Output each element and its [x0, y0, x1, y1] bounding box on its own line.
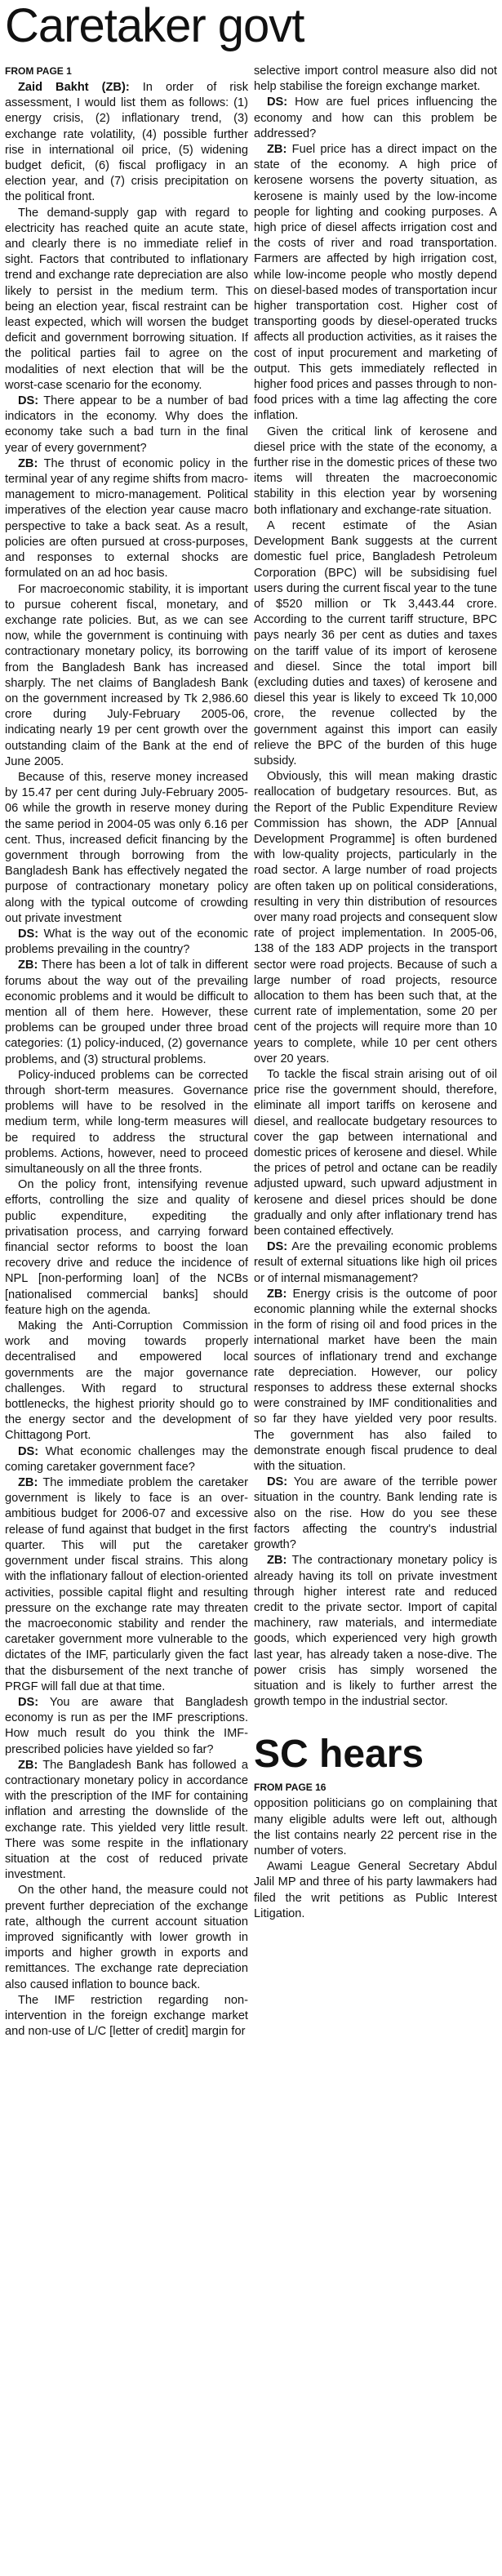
paragraph-text: You are aware of the terrible power situation in the country. Bank lending rate is also on the rise. How do you see these factors affecting the country's industrial growth?	[254, 1475, 497, 1552]
speaker-label: DS:	[18, 394, 39, 408]
speaker-label: DS:	[267, 1475, 288, 1489]
paragraph-text: There has been a lot of talk in different forums about the way out of the prevailing economic problems and it would be difficult to mention all of them here. However, these problems can be grouped under three broad categories: (1) policy-induced, (2) governance problems, and (3) structural problems.	[5, 959, 248, 1066]
article-paragraph	[5, 1758, 248, 1884]
paragraph-text: A recent estimate of the Asian Development Bank suggests at the current domestic fuel price, Bangladesh Petroleum Corporation (BPC) will be subsidising fuel users during the current fiscal year to the tune of $520 million or Tk 3,443.44 crore. According to the current tariff structure, BPC pays nearly 36 per cent as duties and taxes on the tariff value of its import of kerosene and diesel. Since the total import bill (excluding duties and taxes) of kerosene and diesel this year is likely to exceed Tk 10,000 crore, the revenue collected by the government against this import can easily relieve the BPC of the burden of this huge subsidy.	[254, 518, 497, 767]
paragraph-text: The contractionary monetary policy is already having its toll on private investment through higher interest rate and reduced credit to the private sector. Import of capital machinery, raw materials, and intermediate goods, which experienced very high growth last year, has already taken a nose-dive. The power crisis has simply worsened the situation and is likely to further arrest the growth tempo in the industrial sector.	[254, 1554, 497, 1709]
paragraph-text: The immediate problem the caretaker government is likely to face is an over-ambitious budget for 2006-07 and excessive release of fund against that budget in the first quarter. This will put the caretaker government under fiscal strains. This along with the inflationary fallout of election-oriented activities, possible capital flight and resulting pressure on the exchange rate may threaten the macroeconomic stability and render the caretaker government more vulnerable to the dictates of the IMF, particularly given the fact that the disbursement of the next tranche of PRGF will fall due at that time.	[5, 1476, 248, 1693]
article-paragraph	[5, 206, 248, 394]
speaker-label: ZB:	[18, 1476, 38, 1490]
article-paragraph	[254, 1553, 497, 1710]
speaker-label: DS:	[18, 1695, 39, 1709]
speaker-label: Zaid Bakht (ZB):	[18, 81, 130, 94]
paragraph-text: Are the prevailing economic problems result of external situations like high oil prices or of internal mismanagement?	[254, 1240, 497, 1285]
article-columns	[5, 64, 497, 2040]
article-paragraph	[5, 456, 248, 582]
speaker-label: DS:	[18, 1444, 39, 1458]
speaker-label: ZB:	[18, 1758, 38, 1772]
speaker-label: ZB:	[267, 1554, 287, 1568]
article-paragraph	[5, 770, 248, 927]
paragraph-text: In order of risk assessment, I would list them as follows: (1) energy crisis, (2) inflationary trend, (3) exchange rate volatility, (4) possible further rise in international oil price, (5) widening budget deficit, (6) fiscal profligacy in an election year, and (7) crisis precipitation on the political front.	[5, 81, 248, 204]
article-paragraph	[254, 95, 497, 142]
paragraph-text: You are aware that Bangladesh economy is run as per the IMF prescriptions. How much result do you think the IMF-prescribed policies have yielded so far?	[5, 1695, 248, 1756]
paragraph-text: On the policy front, intensifying revenue efforts, controlling the size and quality of public expenditure, expediting the privatisation process, and carrying forward financial sector reforms to boost the loan recovery drive and reduce the incidence of NPL [non-performing loan] of the NCBs [nationalised commercial banks] should feature high on the agenda.	[5, 1178, 248, 1317]
article-paragraph	[5, 1177, 248, 1319]
paragraph-text: Energy crisis is the outcome of poor economic planning while the external shocks in the form of rising oil and food prices in the international market have been the main sources of inflationary trend and exchange rate depreciation. However, our policy responses to address these external shocks were constrained by IMF conditionalities and so far they have yielded very poor results. The government has also failed to demonstrate enough fiscal prudence to deal with the situation.	[254, 1287, 497, 1474]
paragraph-text: What is the way out of the economic problems prevailing in the country?	[5, 927, 248, 957]
paragraph-text: There appear to be a number of bad indicators in the economy. Why does the economy take such a bad turn in the final year of every government?	[5, 394, 248, 455]
article-paragraph	[254, 142, 497, 425]
article-paragraph	[254, 1287, 497, 1475]
paragraph-text: Given the critical link of kerosene and diesel price with the state of the economy, a further rise in the domestic prices of these two items will threaten the macroeconomic stability in this election year by worsening both inflationary and exchange-rate situation.	[254, 425, 497, 517]
paragraph-text: What economic challenges may the coming caretaker government face?	[5, 1444, 248, 1474]
article-paragraph	[5, 1883, 248, 1992]
article-paragraph	[254, 1239, 497, 1287]
paragraph-text: Making the Anti-Corruption Commission work and moving towards properly decentralised and empowered local governments are the major governance challenges. With regard to structural bottlenecks, the highest priority should go to the energy sector and the development of Chittagong Port.	[5, 1319, 248, 1443]
paragraph-text: To tackle the fiscal strain arising out of oil price rise the government should, therefore, eliminate all import tariffs on kerosene and diesel, and reallocate budgetary resources to cover the gap between international and domestic prices of kerosene and diesel. While the prices of petrol and octane can be readily adjusted upward, such upward adjustment in kerosene and diesel prices should be done gradually and only after inflationary trend has been contained effectively.	[254, 1068, 497, 1239]
article-paragraph	[254, 425, 497, 518]
paragraph-text: The Bangladesh Bank has followed a contractionary monetary policy in accordance with the prescription of the IMF for containing inflation and arresting the downslide of the exchange rate. This yielded very little result. There was some respite in the inflationary situation at the cost of reduced private investment.	[5, 1758, 248, 1882]
article-paragraph	[254, 1067, 497, 1239]
article-headline: Caretaker govt	[5, 0, 304, 52]
right-column-body	[254, 64, 497, 1710]
article-paragraph	[254, 518, 497, 769]
second-article-dateline: FROM PAGE 16	[254, 1782, 327, 1794]
paragraph-text: Fuel price has a direct impact on the state of the economy. A high price of kerosene worsens the poverty situation, as kerosene is mainly used by the low-income people for lighting and cooking purposes. A high price of diesel affects irrigation cost and the costs of river and road transportation. Farmers are affected by high irrigation cost, while low-income people who mostly depend on diesel-based modes of transportation incur higher transportation cost. Higher cost of transporting goods by diesel-operated trucks affects all production activities, as it raises the cost of input procurement and marketing of output. This gets immediately reflected in higher food prices and passes through to non-food prices with a time lag affecting the core inflation.	[254, 143, 497, 423]
article-paragraph	[5, 80, 248, 206]
paragraph-text: For macroeconomic stability, it is important to pursue coherent fiscal, monetary, and exchange rate policies. But, as we can see now, while the government is continuing with contractionary monetary policy, its borrowing from the Bangladesh Bank has increased sharply. The net claims of Bangladesh Bank on the government increased by Tk 2,986.60 crore during July-February 2005-06, indicating nearly 19 per cent growth over the outstanding claim of the Bank at the end of June 2005.	[5, 582, 248, 768]
article-paragraph	[5, 958, 248, 1067]
paragraph-text: opposition politicians go on complaining that many eligible adults were left out, although the list contains nearly 22 percent rise in the number of voters.	[254, 1797, 497, 1857]
article-paragraph	[5, 1444, 248, 1475]
speaker-label: DS:	[18, 927, 39, 941]
article-paragraph	[5, 1695, 248, 1758]
dateline: FROM PAGE 1	[5, 65, 72, 77]
paragraph-text: How are fuel prices influencing the economy and how can this problem be addressed?	[254, 96, 497, 140]
speaker-label: ZB:	[18, 456, 38, 470]
paragraph-text: The thrust of economic policy in the terminal year of any regime shifts from macro-management to micro-management. Political imperatives of the election year cause macro perspective to take a back seat. As a result, policies are often pursued at cross-purposes, and responses to external shocks are formulated on an ad hoc basis.	[5, 456, 248, 581]
paragraph-text: The demand-supply gap with regard to electricity has reached quite an acute state, and clearly there is no immediate relief in sight. Factors that contributed to inflationary trend and exchange rate depreciation are also likely to persist in the medium term. This being an election year, fiscal restraint can be least expected, which will worsen the budget deficit and government borrowing situation. If the political parties fail to agree on the modalities of next election that will be the worst-case scenario for the economy.	[5, 206, 248, 392]
article-paragraph	[254, 769, 497, 1067]
article-paragraph	[254, 1796, 497, 1859]
speaker-label: DS:	[267, 1240, 288, 1254]
article-paragraph	[5, 582, 248, 770]
article-paragraph	[254, 64, 497, 95]
speaker-label: ZB:	[267, 1287, 287, 1301]
speaker-label: DS:	[267, 96, 288, 109]
right-column	[254, 64, 497, 1922]
second-article-body	[254, 1796, 497, 1922]
article-paragraph	[5, 1475, 248, 1695]
article-paragraph	[5, 1068, 248, 1177]
paragraph-text: selective import control measure also did not help stabilise the foreign exchange market.	[254, 65, 497, 94]
paragraph-text: Because of this, reserve money increased by 15.47 per cent during July-February 2005-06 while the growth in reserve money during the same period in 2004-05 was only 6.16 per cent. Thus, increased deficit financing by the government through borrowing from the Bangladesh Bank has effectively negated the purpose of contractionary monetary policy along with the typical outcome of crowding out private investment	[5, 770, 248, 925]
paragraph-text: Awami League General Secretary Abdul Jalil MP and three of his party lawmakers had filed the writ petitions as Public Interest Litigation.	[254, 1860, 497, 1920]
article-paragraph	[254, 1475, 497, 1553]
paragraph-text: Policy-induced problems can be corrected through short-term measures. Governance problems will have to be resolved in the medium term, while long-term measures will be required to address the structural problems. Actions, however, need to proceed simultaneously on all the three fronts.	[5, 1068, 248, 1177]
article-paragraph	[254, 1859, 497, 1922]
left-column	[5, 64, 248, 2040]
article-paragraph	[5, 1319, 248, 1444]
speaker-label: ZB:	[18, 959, 38, 972]
article-paragraph	[5, 1993, 248, 2040]
paragraph-text: On the other hand, the measure could not prevent further depreciation of the exchange rate, although the current account situation improved significantly with lower growth in imports and higher growth in exports and remittances. The exchange rate depreciation also caused inflation to bounce back.	[5, 1884, 248, 1991]
paragraph-text: Obviously, this will mean making drastic reallocation of budgetary resources. But, as the Report of the Public Expenditure Review Commission has shown, the ADP [Annual Development Programme] is often burdened with low-quality projects, particularly in the road sector. A large number of road projects are often taken up on political considerations, resulting in very thin distribution of resources over many road projects and consequent slow rate of project implementation. In 2005-06, 138 of the 183 ADP projects in the transport sector were road projects. Because of such a large number of road projects, resource allocation to them has been such that, at the current rate of implementation, some 20 per cent of the projects will require more than 10 years to complete, while 10 per cent others over 20 years.	[254, 770, 497, 1066]
speaker-label: ZB:	[267, 143, 287, 157]
paragraph-text: The IMF restriction regarding non-intervention in the foreign exchange market and non-use of L/C [letter of credit] margin for	[5, 1993, 248, 2039]
article-paragraph	[5, 927, 248, 958]
second-article-headline: SC hears	[254, 1733, 424, 1777]
article-paragraph	[5, 394, 248, 456]
